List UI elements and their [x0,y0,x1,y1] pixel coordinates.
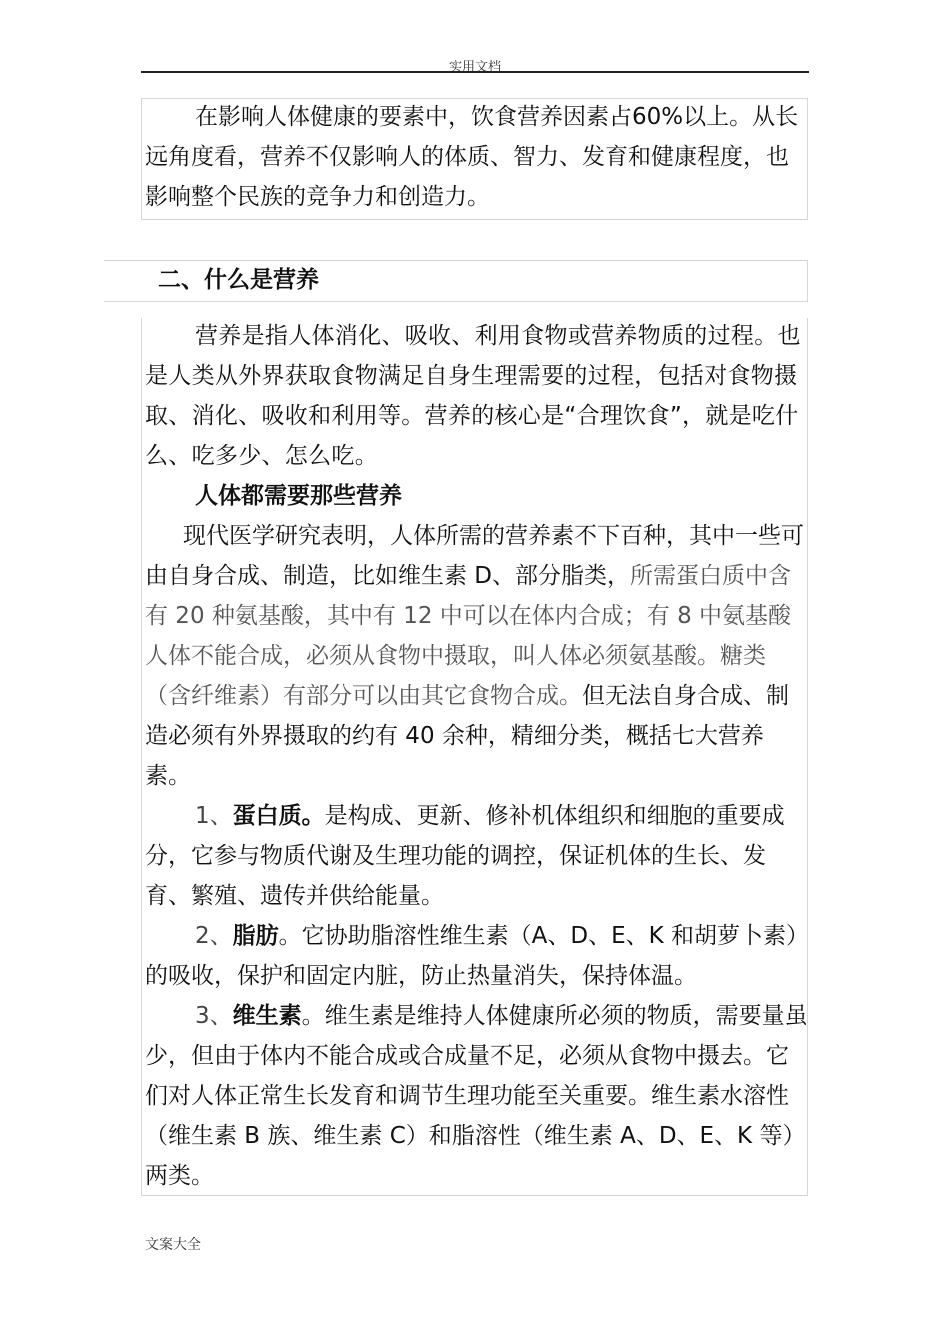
item-text: 是构成、更新、修补机体组织和细胞的重要成分，它参与物质代谢及生理功能的调控，保证机体的生长、发育、繁殖、遗传并供给能量。 [145,803,785,909]
section-title: 二、什么是营养 [158,267,319,293]
definition-paragraph: 营养是指人体消化、吸收、利用食物或营养物质的过程。也是人类从外界获取食物满足自身生理需要的过程，包括对食物摄取、消化、吸收和利用等。营养的核心是“合理饮食”，就是吃什么、吃多少、怎么吃。 [145,323,801,469]
nutrient-item-vitamin [145,996,809,1196]
item-name: 蛋白质。 [232,803,325,829]
subheading: 人体都需要那些营养 [195,483,402,509]
item-number: 1、 [195,803,233,829]
item-text: 。维生素是维持人体健康所必须的物质，需要量虽少，但由于体内不能合成或合成量不足，必须从食物中摄去。它们对人体正常生长发育和调节生理功能至关重要。维生素水溶性（维生素 B 族、维生素 C）和脂溶性（维生素 A、D、E、K 等）两类。 [145,1003,808,1189]
page-footer: 文案大全 [145,1237,201,1253]
research-paragraph [145,516,809,796]
item-text: 。它协助脂溶性维生素（A、D、E、K 和胡萝卜素）的吸收，保护和固定内脏，防止热量消失，保持体温。 [145,923,810,989]
item-number: 2、 [195,923,233,949]
item-name: 脂肪 [232,923,279,949]
item-number: 3、 [195,1003,233,1029]
item-name: 维生素 [232,1003,302,1029]
intro-paragraph: 在影响人体健康的要素中，饮食营养因素占60%以上。从长远角度看，营养不仅影响人的体质、智力、发育和健康程度，也影响整个民族的竞争力和创造力。 [145,104,799,210]
header-rule [141,71,809,73]
research-text-3: 但无法自身合成、制造必须有外界摄取的约有 40 余种，精细分类，概括七大营养素。 [145,683,789,789]
page-header: 实用文档 [448,60,501,75]
research-text-1: 现代医学研究表明，人体所需的营养素不下百种，其中一些可由自身合成、制造，比如维生素 D、部分脂类， [145,523,804,589]
research-text-2: 所需蛋白质中含有 20 种氨基酸，其中有 12 中可以在体内合成；有 8 中氨基酸人体不能合成，必须从食物中摄取，叫人体必须氨基酸。糖类（含纤维素）有部分可以由其它食物合成。 [145,563,792,709]
nutrient-item-fat [145,916,809,996]
nutrient-item-protein [145,796,809,916]
